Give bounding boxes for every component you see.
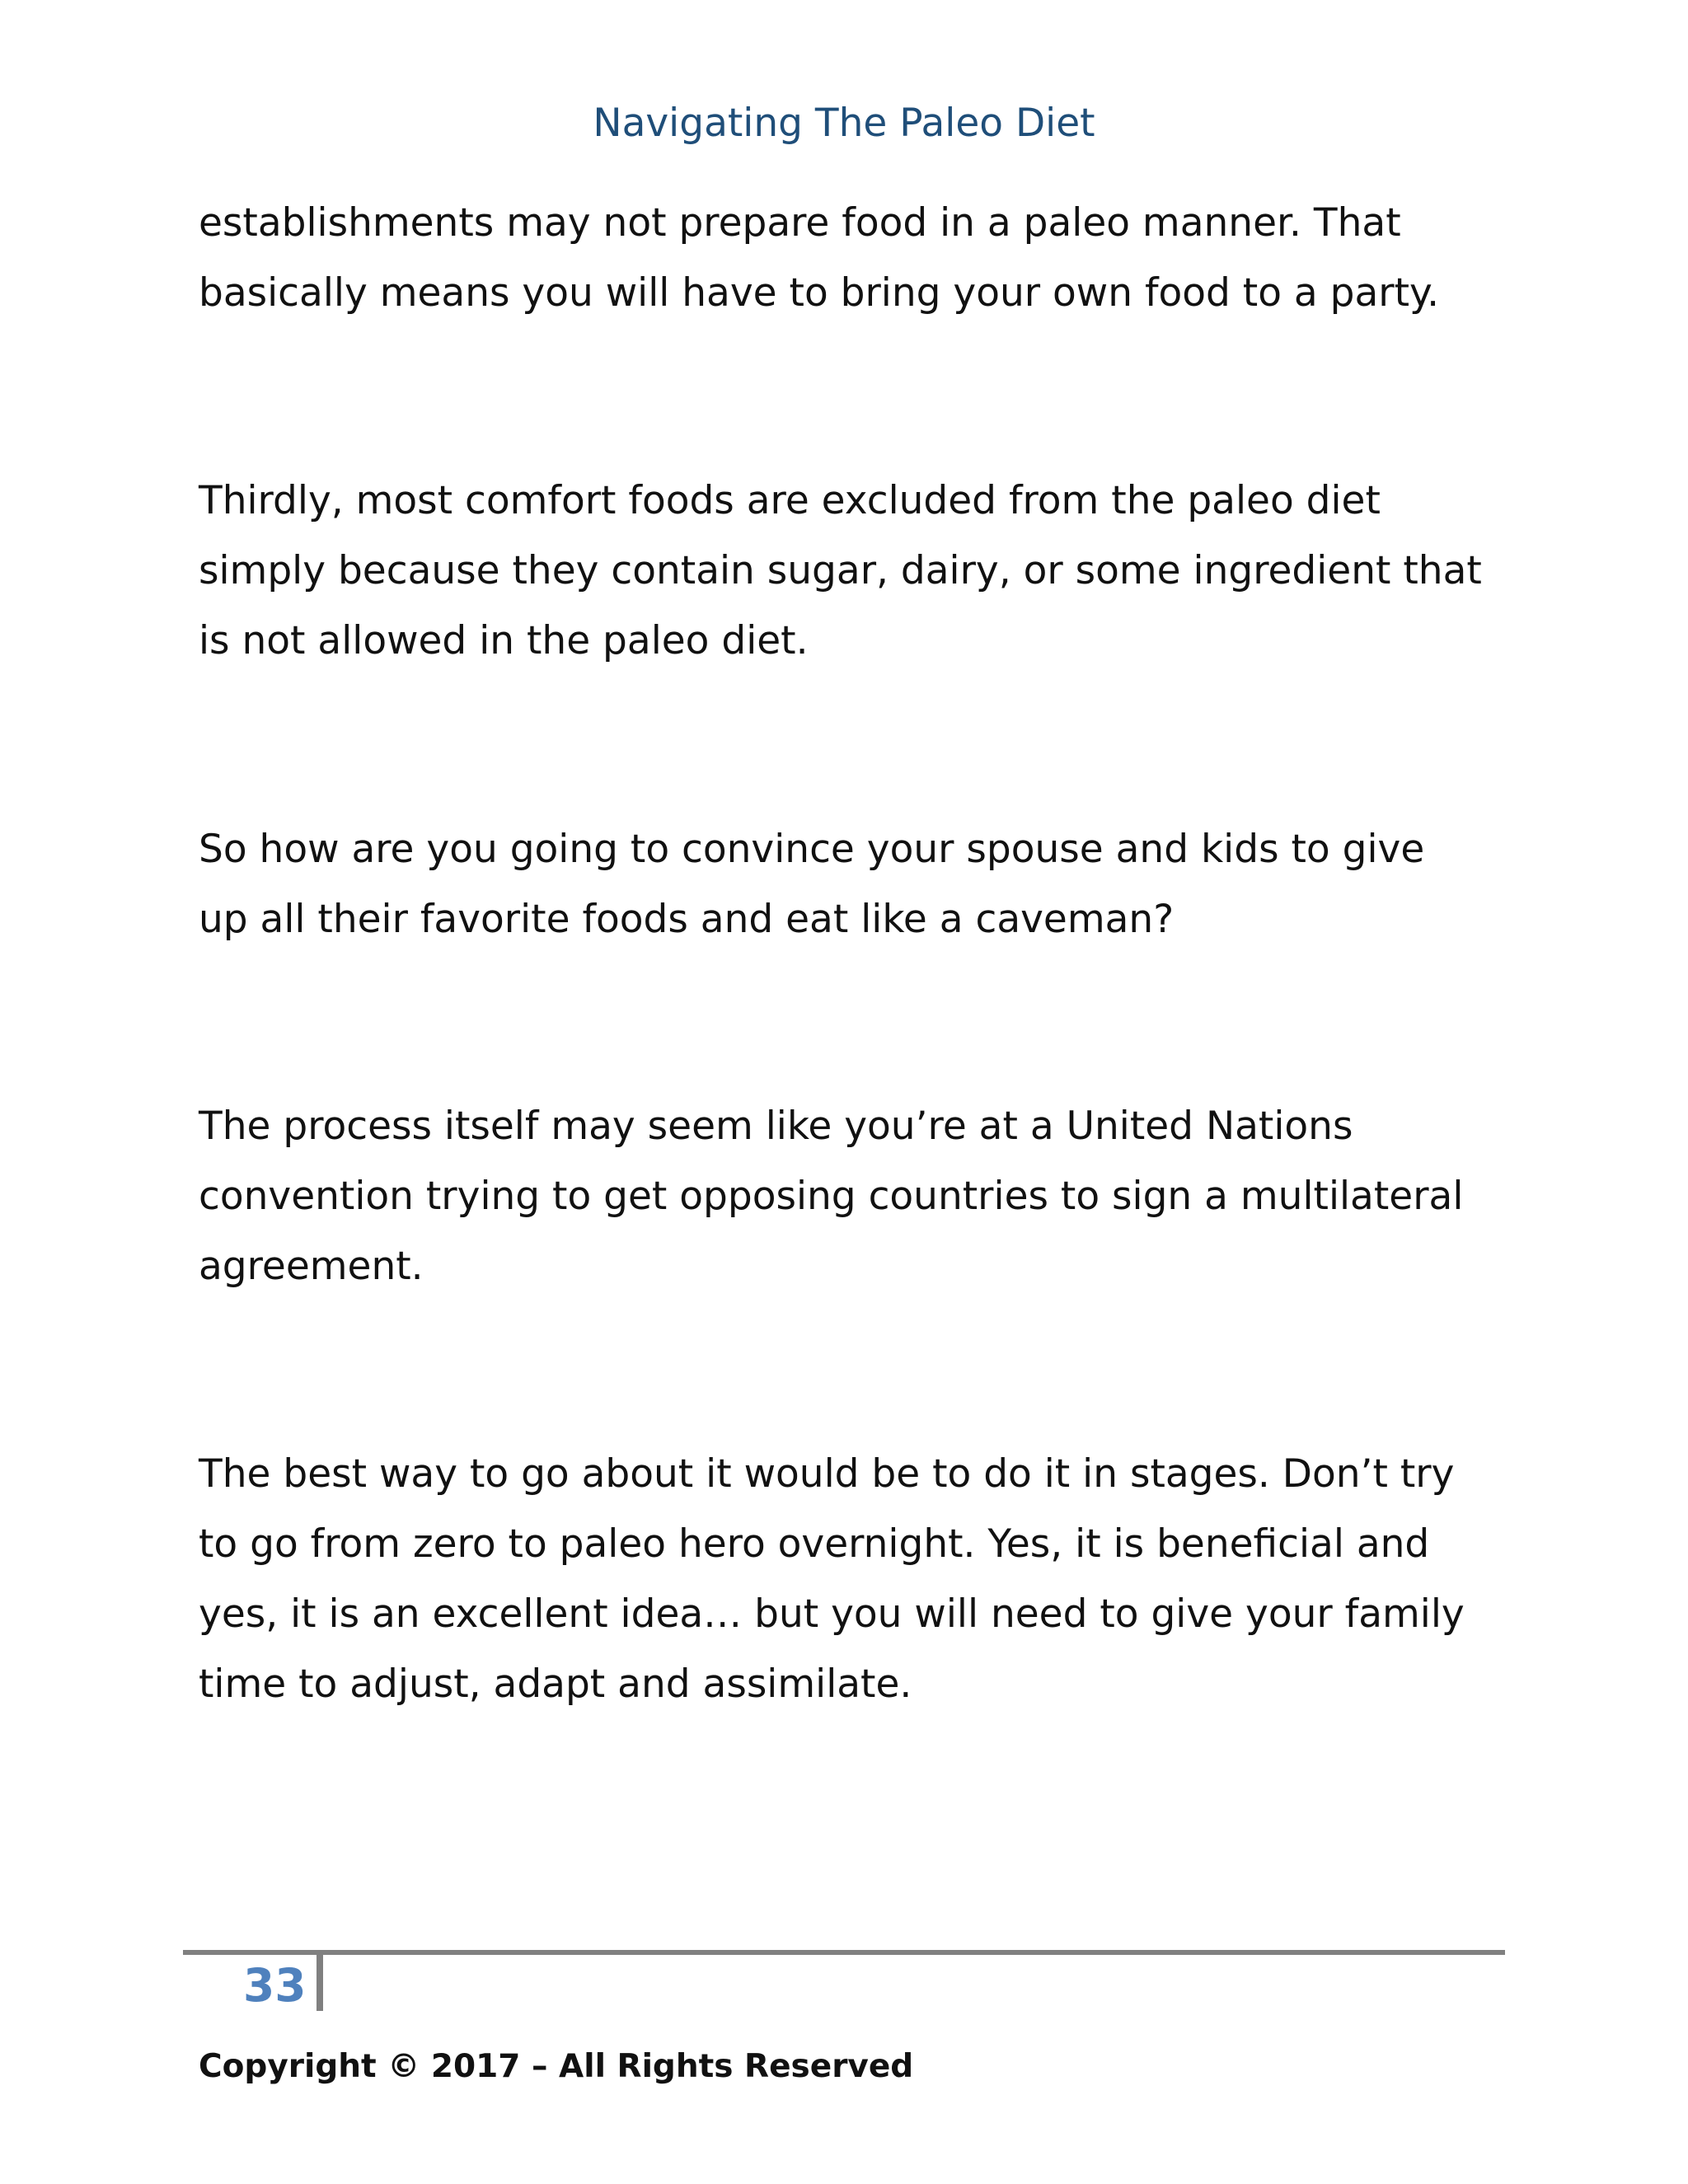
text-line: simply because they contain sugar, dairy, or some ingredient that <box>199 548 1482 593</box>
paragraph <box>199 188 1550 328</box>
paragraph <box>199 1091 1550 1301</box>
text-line: is not allowed in the paleo diet. <box>199 618 809 663</box>
text-line: So how are you going to convince your spouse and kids to give <box>199 827 1425 872</box>
text-line: convention trying to get opposing countries to sign a multilateral <box>199 1174 1464 1219</box>
text-line: establishments may not prepare food in a paleo manner. That <box>199 200 1401 246</box>
paragraph <box>199 1439 1550 1719</box>
footer-divider <box>183 1950 1505 1955</box>
text-line: up all their favorite foods and eat like a caveman? <box>199 897 1175 942</box>
text-line: to go from zero to paleo hero overnight. Yes, it is beneficial and <box>199 1521 1430 1567</box>
text-line: Thirdly, most comfort foods are excluded from the paleo diet <box>199 478 1381 523</box>
page-header-title: Navigating The Paleo Diet <box>593 101 1095 146</box>
paragraph <box>199 466 1550 676</box>
copyright-notice: Copyright © 2017 – All Rights Reserved <box>199 2048 914 2085</box>
text-line: yes, it is an excellent idea… but you will need to give your family <box>199 1591 1465 1637</box>
text-line: The process itself may seem like you’re at a United Nations <box>199 1104 1353 1149</box>
text-line: basically means you will have to bring your own food to a party. <box>199 270 1440 316</box>
page-number: 33 <box>243 1959 307 2012</box>
text-line: time to adjust, adapt and assimilate. <box>199 1661 912 1707</box>
text-line: agreement. <box>199 1244 424 1289</box>
paragraph <box>199 814 1550 954</box>
page-number-divider <box>316 1955 323 2011</box>
text-line: The best way to go about it would be to do it in stages. Don’t try <box>199 1451 1455 1497</box>
